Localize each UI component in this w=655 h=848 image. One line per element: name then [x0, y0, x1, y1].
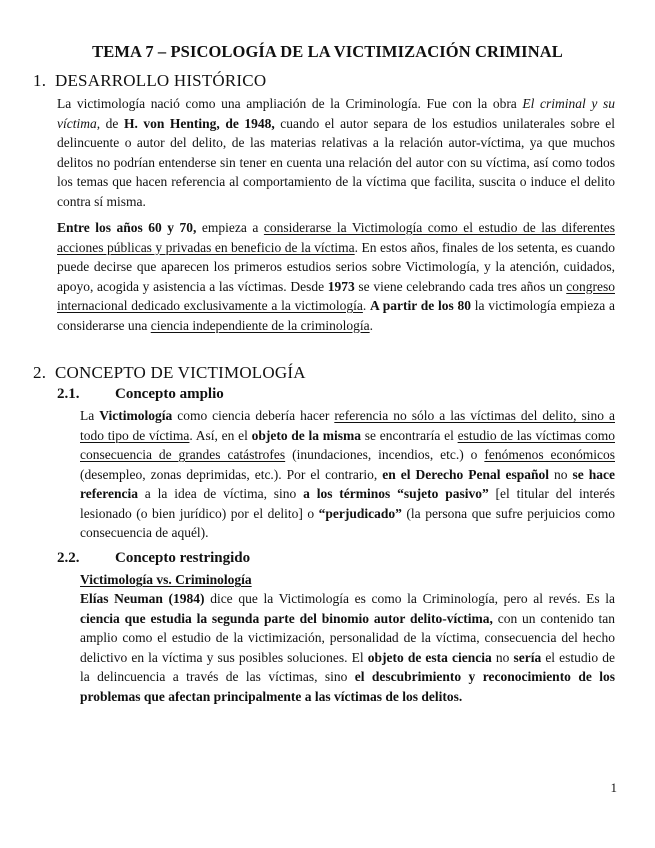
bold-run: A partir de los 80 [370, 298, 472, 313]
text-run: como ciencia debería hacer [172, 408, 335, 423]
bold-run: Victimología [99, 408, 173, 423]
section-1-heading [33, 71, 266, 91]
subsection-2-1-heading [57, 386, 224, 403]
underlined-run: referencia no sólo a las víctimas del delito, sino a todo tipo de víctima [80, 408, 615, 443]
text-run: . En estos años, finales de los setenta, es cuando puede decirse que aparecen los primeros estudios serios sobre Victimología, y la atención, cuidados, apoyo, acogida y asistencia a las víctimas. Desde [57, 239, 615, 294]
section-2-heading [33, 363, 306, 383]
bold-run: “perjudicado” [318, 505, 402, 521]
section-1-paragraph-2 [57, 218, 615, 335]
bold-run: objeto de la misma [251, 427, 361, 443]
text-run: . [369, 317, 374, 333]
book-title: El criminal y su víctima [57, 96, 615, 131]
subsection-2-2-paragraph [80, 589, 615, 706]
subsection-2-1-paragraph [80, 406, 615, 543]
text-run: con un contenido tan amplio como el estudio de la victimización, personalidad de la víctima, consecuencia del hecho delictivo en la víctima y sus posibles soluciones. El [80, 610, 615, 665]
subsection-2-1-number: 2.1. [57, 386, 80, 402]
text-run: , de [96, 115, 124, 131]
bold-run: el descubrimiento y reconocimiento de los problemas que afectan principalmente a las víctimas de los delitos. [80, 669, 615, 704]
text-run: . Así, en el [189, 427, 252, 443]
bold-run: ciencia que estudia la segunda parte del binomio autor delito-víctima, [80, 610, 493, 626]
document-title: TEMA 7 – PSICOLOGÍA DE LA VICTIMIZACIÓN CRIMINAL [92, 42, 563, 61]
text-run: se viene celebrando cada tres años un [354, 278, 567, 294]
subsection-2-2-title: Concepto restringido [115, 550, 251, 566]
text-run: dice que la Victimología es como la Criminología, pero al revés. Es la [204, 591, 615, 606]
bold-run: a los términos “sujeto pasivo” [303, 486, 489, 501]
text-run: se encontraría el [361, 427, 458, 443]
bold-run: objeto de esta ciencia [367, 649, 492, 665]
bold-run: se hace referencia [80, 466, 616, 501]
text-run: . [362, 298, 371, 313]
bold-run: en el Derecho Penal español [382, 466, 550, 482]
page-number: 1 [610, 780, 617, 795]
text-run: La [80, 408, 100, 423]
section-2-title: CONCEPTO DE VICTIMOLOGÍA [55, 363, 306, 382]
underlined-subtitle: Victimología vs. Criminología [80, 572, 252, 587]
bold-run: sería [513, 649, 542, 665]
section-1-paragraph-1 [57, 94, 615, 211]
underlined-run: congreso internacional dedicado exclusivamente a la victimología [57, 278, 615, 313]
section-2-number: 2. [33, 363, 47, 382]
bold-run: Elías Neuman (1984) [80, 591, 205, 606]
text-run: a la idea de víctima, sino [137, 486, 304, 501]
author-name: H. von Henting, de 1948, [123, 115, 275, 131]
text-run: (inundaciones, incendios, etc.) o [285, 447, 485, 462]
text-run: la victimología empieza a considerarse una [57, 298, 615, 333]
bold-run: 1973 [327, 278, 355, 294]
text-run: [el titular del interés lesionado (o bien jurídico) por el delito] o [80, 486, 616, 521]
text-run: La victimología nació como una ampliación de la Criminología. Fue con la obra [57, 96, 523, 111]
subsection-2-2-heading [57, 550, 250, 567]
bold-run: Entre los años 60 y 70, [57, 220, 197, 235]
text-run: no [549, 466, 573, 482]
subsection-2-2-subtitle [80, 570, 615, 590]
text-run: cuando el autor separa de los estudios unilaterales sobre el delincuente o autor del delito, de las materias relativas a la relación autor-víctima, ya que muchos delitos no podrían entenderse sin tener en cuenta una relación del autor con su víctima, así como todos los temas que hacen referencia al comportamiento de la víctima que facilita, suscita o induce el delito contra sí misma. [57, 115, 616, 209]
underlined-run: ciencia independiente de la criminología [150, 317, 370, 333]
section-1-title: DESARROLLO HISTÓRICO [55, 71, 267, 90]
subsection-2-2-number: 2.2. [57, 550, 80, 566]
underlined-run: fenómenos económicos [484, 447, 615, 462]
text-run: (la persona que sufre perjuicios como consecuencia de aquél). [80, 505, 615, 540]
subsection-2-1-title: Concepto amplio [115, 386, 224, 402]
text-run: el estudio de la delincuencia a través de las víctimas, sino [80, 649, 616, 684]
text-run: (desempleo, zonas deprimidas, etc.). Por el contrario, [80, 466, 383, 482]
text-run: no [491, 649, 514, 665]
text-run: empieza a [196, 220, 264, 235]
underlined-run: estudio de las víctimas como consecuencia de grandes catástrofes [80, 427, 615, 462]
section-1-number: 1. [33, 71, 47, 90]
underlined-run: considerarse la Victimología como el estudio de las diferentes acciones públicas y privadas en beneficio de la víctima [57, 220, 615, 255]
